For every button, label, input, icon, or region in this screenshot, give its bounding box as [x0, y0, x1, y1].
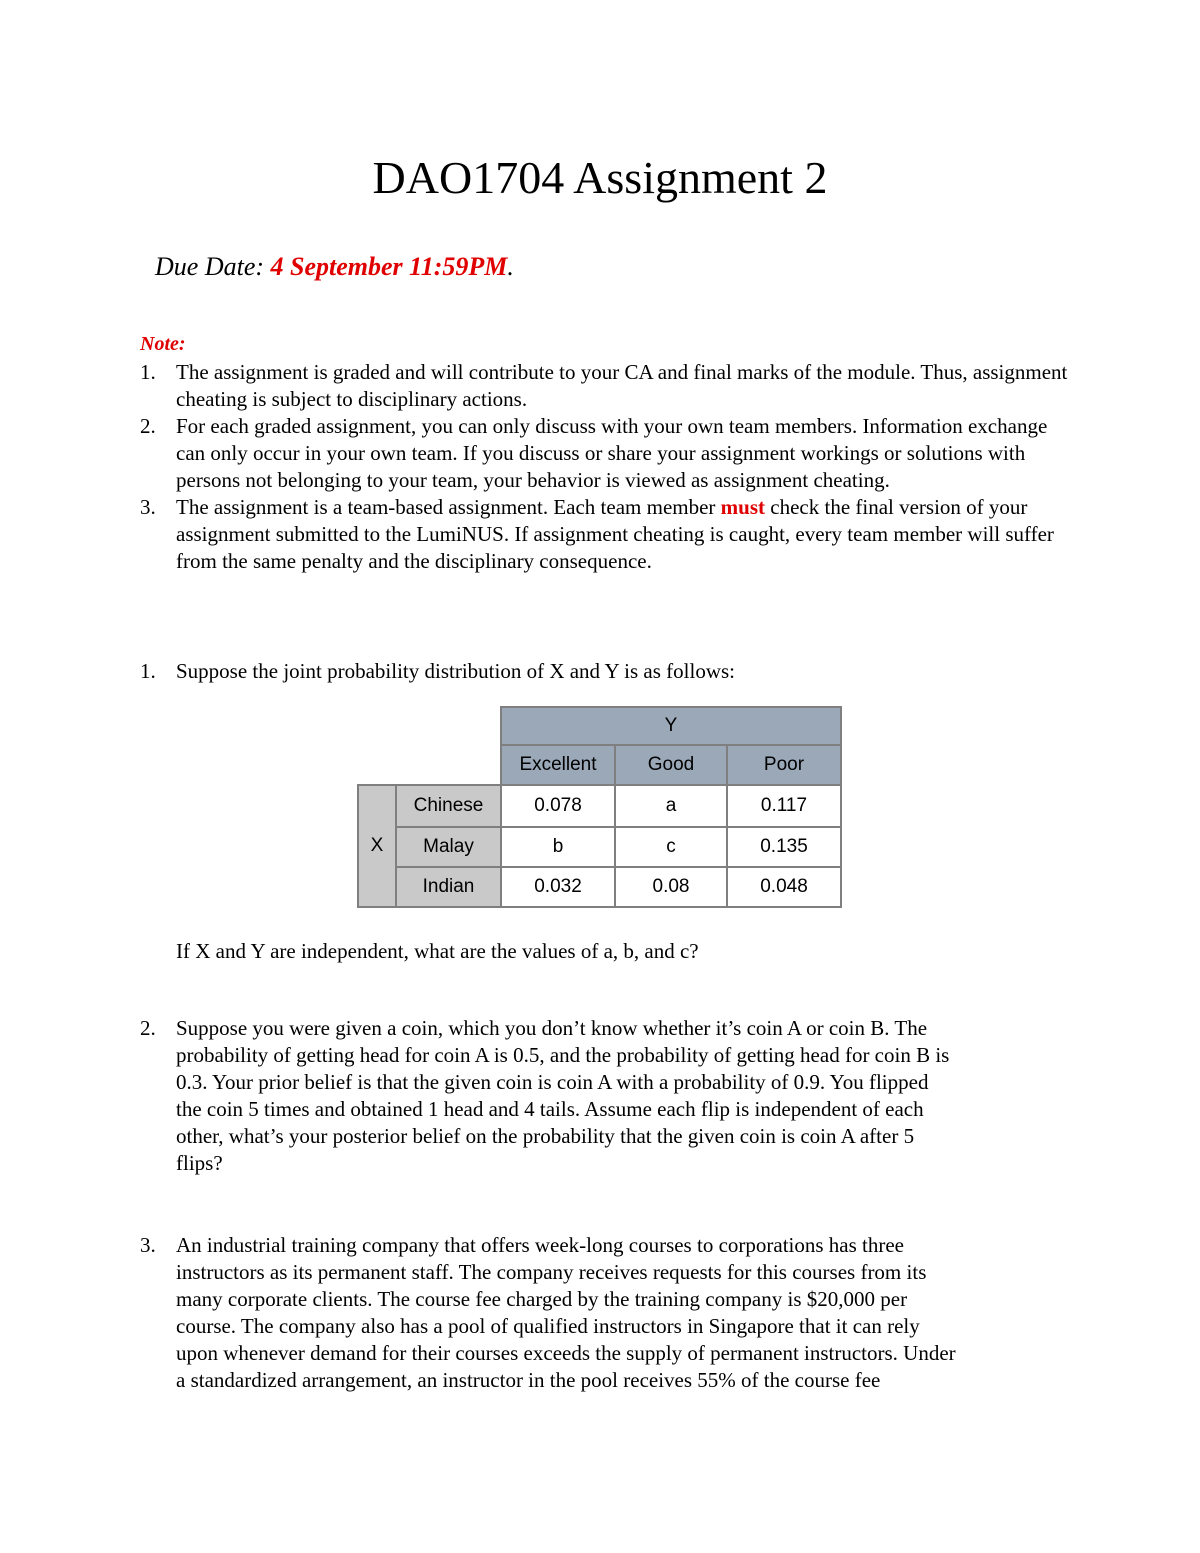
column-header: Poor [727, 745, 841, 785]
text-line: probability of getting head for coin A is 0.5, and the probability of getting head for coin B is [176, 1043, 950, 1067]
must-emphasis: must [720, 495, 766, 519]
note-number: 2. [140, 414, 156, 438]
due-date [155, 250, 514, 284]
table-cell: 0.032 [501, 867, 615, 907]
note-text-pre: The assignment is a team-based assignment. Each team member [176, 495, 721, 519]
table-cell: 0.135 [727, 827, 841, 867]
due-date-value: 4 September 11:59PM [270, 252, 508, 281]
table-cell: 0.078 [501, 785, 615, 827]
question-text [176, 1232, 956, 1394]
table-cell: c [615, 827, 727, 867]
notes-list [140, 359, 1070, 575]
text-line: An industrial training company that offers week-long courses to corporations has three [176, 1233, 904, 1257]
question-number: 3. [140, 1233, 156, 1257]
question-text [176, 1015, 949, 1177]
text-line: many corporate clients. The course fee charged by the training company is $20,000 per [176, 1287, 908, 1311]
text-line: Suppose you were given a coin, which you don’t know whether it’s coin A or coin B. The [176, 1016, 928, 1040]
note-item [140, 494, 1070, 575]
due-tail: . [507, 252, 514, 281]
joint-probability-table [357, 706, 842, 908]
text-line: instructors as its permanent staff. The company receives requests for this courses from its [176, 1260, 927, 1284]
text-line: flips? [176, 1151, 223, 1175]
question-2 [140, 1015, 1070, 1180]
page-title: DAO1704 Assignment 2 [372, 152, 828, 203]
note-item [140, 359, 1070, 413]
row-header: Malay [396, 827, 501, 867]
text-line: the coin 5 times and obtained 1 head and 4 tails. Assume each flip is independent of each [176, 1097, 924, 1121]
note-text: For each graded assignment, you can only discuss with your own team members. Information exchange can only occur in your own team. If you discuss or share your assignment workings or solutions with persons not belonging to your team, your behavior is viewed as assignment cheating. [176, 414, 1048, 492]
column-header: Excellent [501, 745, 615, 785]
table-cell: 0.08 [615, 867, 727, 907]
note-number: 1. [140, 360, 156, 384]
text-line: a standardized arrangement, an instructor in the pool receives 55% of the course fee [176, 1368, 881, 1392]
question-text: Suppose the joint probability distribution of X and Y is as follows: [176, 659, 735, 683]
note-label: Note: [140, 333, 186, 355]
note-text-post: check the final version of your assignment submitted to the LumiNUS. If assignment cheating is caught, every team member will suffer from the same penalty and the disciplinary consequence. [176, 495, 1054, 573]
row-header: Chinese [396, 785, 501, 827]
question-1-followup: If X and Y are independent, what are the values of a, b, and c? [176, 939, 699, 963]
question-number: 2. [140, 1016, 156, 1040]
table-cell: 0.117 [727, 785, 841, 827]
due-label: Due Date: [155, 252, 265, 281]
column-header: Good [615, 745, 727, 785]
question-number: 1. [140, 659, 156, 683]
y-header: Y [501, 707, 841, 745]
text-line: other, what’s your posterior belief on the probability that the given coin is coin A after 5 [176, 1124, 915, 1148]
table-cell: 0.048 [727, 867, 841, 907]
table-cell: b [501, 827, 615, 867]
text-line: 0.3. Your prior belief is that the given coin is coin A with a probability of 0.9. You flipped [176, 1070, 929, 1094]
x-header: X [358, 785, 396, 907]
row-header: Indian [396, 867, 501, 907]
table-cell: a [615, 785, 727, 827]
note-number: 3. [140, 495, 156, 519]
question-3 [140, 1232, 1070, 1397]
text-line: course. The company also has a pool of qualified instructors in Singapore that it can rely [176, 1314, 920, 1338]
note-item [140, 413, 1070, 494]
text-line: upon whenever demand for their courses exceeds the supply of permanent instructors. Under [176, 1341, 956, 1365]
note-text: The assignment is graded and will contribute to your CA and final marks of the module. Thus, assignment cheating is subject to disciplinary actions. [176, 360, 1068, 411]
